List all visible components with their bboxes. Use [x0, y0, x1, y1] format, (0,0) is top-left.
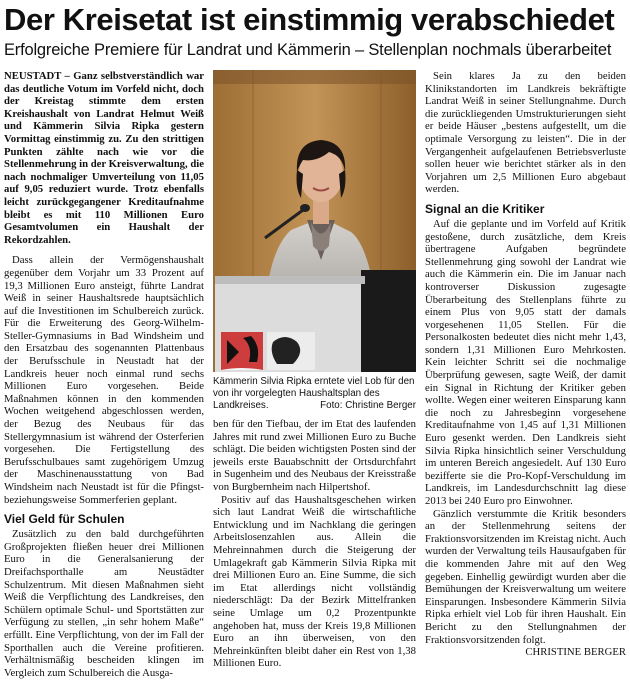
closing-text: Gänzlich verstummte die Kritik besonders an der Stellenmehrung seitens der Fraktionsvorsitzenden im Kreistag nicht. Auch wurden der Verwaltung teils Hausaufgaben für die kommenden Jahre mit auf den Weg gegeben. Einhellig gewürdigt wurden aber die Bemühungen der Kreisverwaltung um weitere Einsparungen. Insbesondere Kämmerin Silvia Ripka erhielt viel Lob für ihren Haushalt. Ein Bericht zu den Stellungnahmen der Fraktionsvorsitzenden folgt.: [425, 507, 626, 646]
column-3: [425, 70, 626, 695]
body-paragraph: [425, 507, 626, 659]
photo-caption: [213, 376, 416, 412]
headline: Der Kreisetat ist einstimmig verabschiedet: [4, 2, 615, 37]
column-1: [4, 70, 204, 695]
column-2: [213, 70, 416, 695]
author-byline: CHRISTINE BERGER: [525, 646, 626, 659]
photo-illustration: [213, 70, 416, 372]
lead-paragraph: [4, 70, 204, 246]
photo-speaker-at-lectern: [213, 70, 416, 372]
body-paragraph: Positiv auf das Haushaltsgeschehen wirken sich laut Landrat Weiß die wirtschaftliche Entwicklung und im Nachklang die geringen Arbeitslosenzahlen aus. Allein die Mehreinnahmen durch die Steigerung der Umlagekraft gab Kämmerin Silvia Ripka mit drei Millionen Euro an. Eine Summe, die sich im Etat allerdings nicht vollständig niederschlägt: Da der Bezirk Mittelfranken seine Umlage um 0,2 Prozentpunkte angehoben hat, muss der Kreis 19,8 Millionen Euro an ihn überweisen, von den Mehreinkünften bleibt daher ein Rest von 1,38 Millionen Euro.: [213, 493, 416, 670]
dateline: NEUSTADT –: [4, 70, 74, 82]
body-paragraph: Auf die geplante und im Vorfeld auf Kritik gestoßene, durch zusätzliche, dem Kreis übertragene Aufgaben begründete Stellenmehrung ging sowohl der Landrat wie auch die Kämmerin ein. Die im Januar nach kontroverser Diskussion zugesagte Überarbeitung des Stellenplans führte zu einem Plus von 9,05 statt der damals vorgesehenen 11,05 Stellen. Für die Personalkosten bedeutet dies nicht mehr 1,43, sondern 1,31 Millionen Euro Mehrkosten. Kein leichter Schritt sei die nochmalige Überprüfung gewesen, sagte Weiß, der damit ein Signal in Richtung der Kritiker geben wollte. Wegen einer weiteren Einsparung kann die noch zu Jahresbeginn vorgesehene Kreditaufnahme von 1,45 auf 1,31 Millionen Euro gesenkt werden. Den Landkreis sieht Silvia Ripka hinsichtlich seiner Verschuldung im unteren Bereich angesiedelt. Auf 130 Euro bezifferte sie die Pro-Kopf-Verschuldung im Landkreis, im Landesdurchschnitt lag diese 2013 bei 240 Euro pro Einwohner.: [425, 217, 626, 507]
body-paragraph: Zusätzlich zu den bald durchgeführten Großprojekten fließen heuer drei Millionen Euro in die Generalsanierung der Dreifachsporthalle am Neustädter Schulzentrum. Mit diesen Maßnahmen sieht Weiß die Verpflichtung des Landkreises, den Schülern optimale Schul- und Sportstätten zur Verfügung zu stellen, „in sehr hohem Maße“ erfüllt. Eine Verpflichtung, von der im Fall der Sporthallen auch die Vereine profitieren. Verhältnismäßig bescheiden klingen im Vergleich zum Schulbereich die Ausga-: [4, 528, 204, 679]
lead-text: Ganz selbstverständlich war das deutliche Votum im Vorfeld nicht, doch der Kreistag stimmte dem ersten Kreishaushalt von Landrat Helmut Weiß und Kämmerin Silvia Ripka gestern Vormittag einstimmig zu. Zu den strittigen Punkten zählte nach wie vor die Stellenmehrung in der Kreisverwaltung, die nach nochmaliger Umverteilung von 11,05 auf 9,05 reduziert wurde. Trotz ebenfalls leicht zurückgegangener Kreditaufnahme bleibt es mit 110 Millionen Euro Gesamtvolumen ein Haushalt der Rekordzahlen.: [4, 70, 204, 246]
section-heading: Signal an die Kritiker: [425, 201, 545, 216]
body-paragraph: Sein klares Ja zu den beiden Klinikstandorten im Landkreis bekräftigte Landrat Weiß in seiner Stellungnahme. Durch die zurückliegenden Umstrukturierungen sieht er beide Häuser „bestens aufgestellt, um die optimale Versorgung zu leisten“. Die in der Vergangenheit aufgelaufenen Betriebsverluste sollen heuer wie berichtet stärker als in den Vorjahren um 2,5 Millionen Euro abgebaut werden.: [425, 70, 626, 196]
caption-text: Kämmerin Silvia Ripka erntete viel Lob für den von ihr vorgelegten Haushaltsplan des Landkreises.: [213, 376, 415, 411]
subheadline: Erfolgreiche Premiere für Landrat und Kämmerin – Stellenplan nochmals überarbeitet: [4, 41, 612, 59]
section-heading: Viel Geld für Schulen: [4, 512, 125, 527]
body-paragraph: ben für den Tiefbau, der im Etat des laufenden Jahres mit rund zwei Millionen Euro zu Buche schlägt. Die beiden wichtigsten Posten sind der jeweils erste Bauabschnitt der Ortsdurchfahrt in Sugenheim und des Neubaus der Kreisstraße von Burgbernheim nach Hilpertshof.: [213, 418, 416, 493]
photo-credit: Foto: Christine Berger: [320, 400, 416, 411]
body-paragraph: Dass allein der Vermögenshaushalt gegenüber dem Vorjahr um 33 Prozent auf 19,3 Millionen Euro ansteigt, führte Landrat Weiß in seiner Haushaltsrede hauptsächlich auf die Investitionen im Schulbereich zurück. Für die Erweiterung des Georg-Wilhelm-Steller-Gymnasiums in Bad Windsheim und den Ersatzbau des sogenannten Plattenbaus der Berufsschule in Neustadt hat der Landkreis heuer noch einmal rund sechs Millionen Euro vorgesehen. Beide Maßnahmen können in den kommenden Wochen weitgehend abgeschlossen werden, der Bezug des Neubaus für das Stellergymnasium ist während der Osterferien vorgesehen. Die Fertigstellung des Berufsschulbaues samt zugehörigem Umzug der Maschinenausstattung von Bad Windsheim nach Neustadt ist für die Pfingst- beziehungsweise Sommerferien geplant.: [4, 254, 204, 506]
